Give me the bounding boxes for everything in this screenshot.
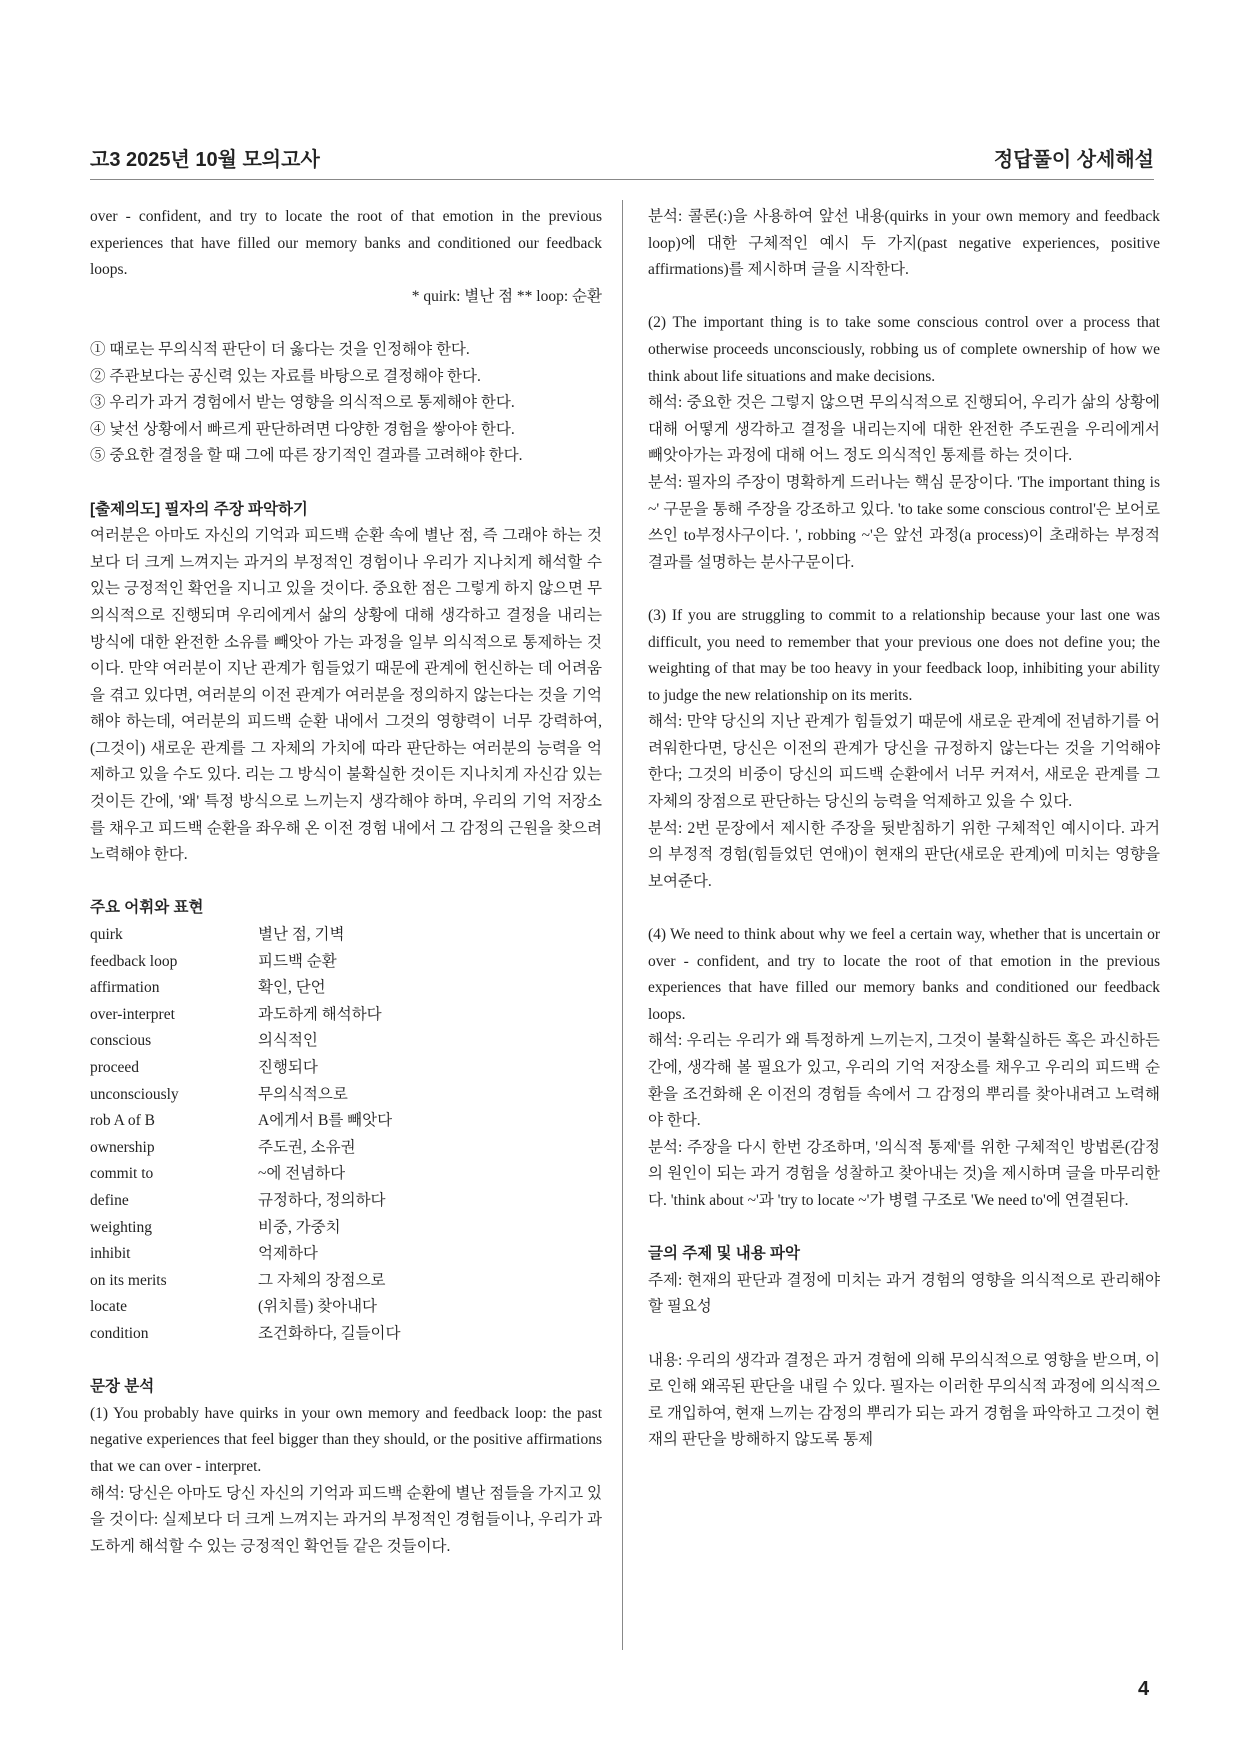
page-header	[90, 143, 1154, 180]
vocab-meaning: 조건화하다, 길들이다	[258, 1324, 401, 1342]
column-divider	[622, 200, 623, 1650]
sentence-2-translation: 해석: 중요한 것은 그렇지 않으면 무의식적으로 진행되어, 우리가 삶의 상황에 대해 어떻게 생각하고 결정을 내리는지에 대한 완전한 주도권을 우리에게서 빼앗아가는 과정에 대해 어느 정도 의식적인 통제를 하는 것이다.	[648, 394, 1160, 465]
sentence-2-analysis: 분석: 필자의 주장이 명확하게 드러나는 핵심 문장이다. 'The important thing is ~' 구문을 통해 주장을 강조하고 있다. 'to take some conscious control'은 보어로 쓰인 to부정사구이다. ', robbing ~'은 앞선 과정(a process)이 초래하는 부정적 결과를 설명하는 분사구문이다.	[648, 473, 1160, 571]
sentence-2-english: (2) The important thing is to take some conscious control over a process that otherwise proceeds unconsciously, robbing us of complete ownership of how we think about life situations and make decisions.	[648, 314, 1160, 385]
right-column	[648, 204, 1160, 1454]
passage-end: over - confident, and try to locate the root of that emotion in the previous experiences that have filled our memory banks and conditioned our feedback loops.	[90, 208, 602, 279]
sentence-1-english: (1) You probably have quirks in your own memory and feedback loop: the past negative experiences that feel bigger than they should, or the positive affirmations that we can over - interpret.	[90, 1404, 602, 1475]
vocab-meaning: 억제하다	[258, 1245, 318, 1263]
theme-text: 주제: 현재의 판단과 결정에 미치는 과거 경험의 영향을 의식적으로 관리해야 할 필요성	[648, 1271, 1160, 1316]
vocab-term: over-interpret	[90, 1005, 175, 1023]
vocab-meaning: 주도권, 소유권	[258, 1138, 356, 1156]
choice-list	[90, 337, 602, 470]
vocab-meaning: 의식적인	[258, 1032, 318, 1050]
vocab-term: quirk	[90, 926, 123, 944]
vocab-term: unconsciously	[90, 1085, 179, 1103]
sentence-4-analysis: 분석: 주장을 다시 한번 강조하며, '의식적 통제'를 위한 구체적인 방법론(감정의 원인이 되는 과거 경험을 성찰하고 찾아내는 것)을 제시하며 글을 마무리한다. 'think about ~'과 'try to locate ~'가 병렬 구조로 'We need to'에 연결된다.	[648, 1138, 1160, 1209]
sentence-3-analysis: 분석: 2번 문장에서 제시한 주장을 뒷받침하기 위한 구체적인 예시이다. 과거의 부정적 경험(힘들었던 연애)이 현재의 판단(새로운 관계)에 미치는 영향을 보여준다.	[648, 819, 1160, 890]
vocab-meaning: 그 자체의 장점으로	[258, 1271, 386, 1289]
vocab-meaning: 비중, 가중치	[258, 1218, 341, 1236]
vocab-meaning: 무의식적으로	[258, 1085, 348, 1103]
choice: ① 때로는 무의식적 판단이 더 옳다는 것을 인정해야 한다.	[90, 340, 470, 358]
theme-heading: 글의 주제 및 내용 파악	[648, 1245, 800, 1263]
section-title: 정답풀이 상세해설	[993, 149, 1154, 171]
vocab-term: conscious	[90, 1032, 152, 1050]
content-text: 내용: 우리의 생각과 결정은 과거 경험에 의해 무의식적으로 영향을 받으며, 이로 인해 왜곡된 판단을 내릴 수 있다. 필자는 이러한 무의식적 과정에 의식적으로 개입하여, 현재 느끼는 감정의 뿌리가 되는 과거 경험을 파악하고 그것이 현재의 판단을 방해하지 않도록 통제	[648, 1351, 1160, 1449]
choice: ④ 낯선 상황에서 빠르게 판단하려면 다양한 경험을 쌓아야 한다.	[90, 420, 515, 438]
footnote: * quirk: 별난 점 ** loop: 순환	[411, 287, 602, 305]
sentence-4-translation: 해석: 우리는 우리가 왜 특정하게 느끼는지, 그것이 불확실하든 혹은 과신하든 간에, 생각해 볼 필요가 있고, 우리의 기억 저장소를 채우고 우리의 피드백 순환을 조건화해 온 이전의 경험들 속에서 그 감정의 뿌리를 찾아내려고 노력해야 한다.	[648, 1032, 1160, 1130]
vocab-meaning: 진행되다	[258, 1059, 318, 1076]
vocab-meaning: 피드백 순환	[258, 952, 337, 970]
vocab-meaning: 과도하게 해석하다	[258, 1005, 382, 1023]
vocab-term: ownership	[90, 1138, 155, 1156]
choice: ② 주관보다는 공신력 있는 자료를 바탕으로 결정해야 한다.	[90, 367, 481, 385]
vocab-meaning: ~에 전념하다	[258, 1165, 346, 1183]
vocab-term: feedback loop	[90, 952, 178, 970]
vocab-term: define	[90, 1191, 129, 1209]
vocab-heading: 주요 어휘와 표현	[90, 899, 204, 917]
vocab-term: proceed	[90, 1059, 140, 1076]
choice: ⑤ 중요한 결정을 할 때 그에 따른 장기적인 결과를 고려해야 한다.	[90, 447, 523, 465]
sentence-4-english: (4) We need to think about why we feel a certain way, whether that is uncertain or over - confident, and try to locate the root of that emotion in the previous experiences that have filled our memory banks and conditioned our feedback loops.	[648, 926, 1160, 1023]
analysis-heading: 문장 분석	[90, 1378, 155, 1396]
page-number: 4	[1138, 1678, 1150, 1700]
intent-heading: [출제의도] 필자의 주장 파악하기	[90, 500, 308, 518]
vocab-term: inhibit	[90, 1245, 131, 1263]
vocab-meaning: 별난 점, 기벽	[258, 926, 345, 944]
vocab-meaning: A에게서 B를 빼앗다	[258, 1112, 393, 1130]
vocab-meaning: 규정하다, 정의하다	[258, 1191, 386, 1209]
vocab-term: rob A of B	[90, 1112, 156, 1130]
vocab-term: locate	[90, 1298, 128, 1316]
vocab-term: affirmation	[90, 979, 160, 997]
vocab-meaning: (위치를) 찾아내다	[258, 1298, 378, 1316]
vocab-meaning: 확인, 단언	[258, 979, 326, 997]
vocab-term: weighting	[90, 1218, 152, 1236]
sentence-3-english: (3) If you are struggling to commit to a relationship because your last one was difficult, you need to remember that your previous one does not define you; the weighting of that may be too heavy in your feedback loop, inhibiting your ability to judge the new relationship on its merits.	[648, 606, 1160, 704]
sentence-3-translation: 해석: 만약 당신의 지난 관계가 힘들었기 때문에 새로운 관계에 전념하기를 어려워한다면, 당신은 이전의 관계가 당신을 규정하지 않는다는 것을 기억해야 한다; 그것의 비중이 당신의 피드백 순환에서 너무 커져서, 새로운 관계를 그 자체의 장점으로 판단하는 당신의 능력을 억제하고 있을 수 있다.	[648, 713, 1160, 811]
vocab-list	[90, 922, 602, 1348]
choice: ③ 우리가 과거 경험에서 받는 영향을 의식적으로 통제해야 한다.	[90, 394, 515, 412]
sentence-1-translation: 해석: 당신은 아마도 당신 자신의 기억과 피드백 순환에 별난 점들을 가지고 있을 것이다: 실제보다 더 크게 느껴지는 과거의 부정적인 경험들이나, 우리가 과도하게 해석할 수 있는 긍정적인 확언들 같은 것들이다.	[90, 1484, 602, 1555]
sentence-1-analysis: 분석: 콜론(:)을 사용하여 앞선 내용(quirks in your own memory and feedback loop)에 대한 구체적인 예시 두 가지(past negative experiences, positive affirmations)를 제시하며 글을 시작한다.	[648, 208, 1160, 279]
intent-body: 여러분은 아마도 자신의 기억과 피드백 순환 속에 별난 점, 즉 그래야 하는 것보다 더 크게 느껴지는 과거의 부정적인 경험이나 우리가 지나치게 해석할 수 있는 긍정적인 확언을 지니고 있을 것이다. 중요한 점은 그렇게 하지 않으면 무의식적으로 진행되며 우리에게서 삶의 상황에 대해 생각하고 결정을 내리는 방식에 대한 완전한 소유를 빼앗아 가는 과정을 일부 의식적으로 통제하는 것이다. 만약 여러분이 지난 관계가 힘들었기 때문에 관계에 헌신하는 데 어려움을 겪고 있다면, 여러분의 이전 관계가 여러분을 정의하지 않는다는 것을 기억해야 하는데, 여러분의 피드백 순환 내에서 그것의 영향력이 너무 강력하여, (그것이) 새로운 관계를 그 자체의 가치에 따라 판단하는 여러분의 능력을 억제하고 있을 수도 있다. 리는 그 방식이 불확실한 것이든 지나치게 자신감 있는 것이든 간에, '왜' 특정 방식으로 느끼는지 생각해야 하며, 우리의 기억 저장소를 채우고 피드백 순환을 좌우해 온 이전 경험 내에서 그 감정의 근원을 찾으려 노력해야 한다.	[90, 527, 602, 864]
vocab-term: condition	[90, 1324, 149, 1342]
vocab-term: commit to	[90, 1165, 154, 1183]
vocab-term: on its merits	[90, 1271, 167, 1289]
left-column	[90, 204, 602, 1560]
exam-title: 고3 2025년 10월 모의고사	[90, 149, 320, 171]
